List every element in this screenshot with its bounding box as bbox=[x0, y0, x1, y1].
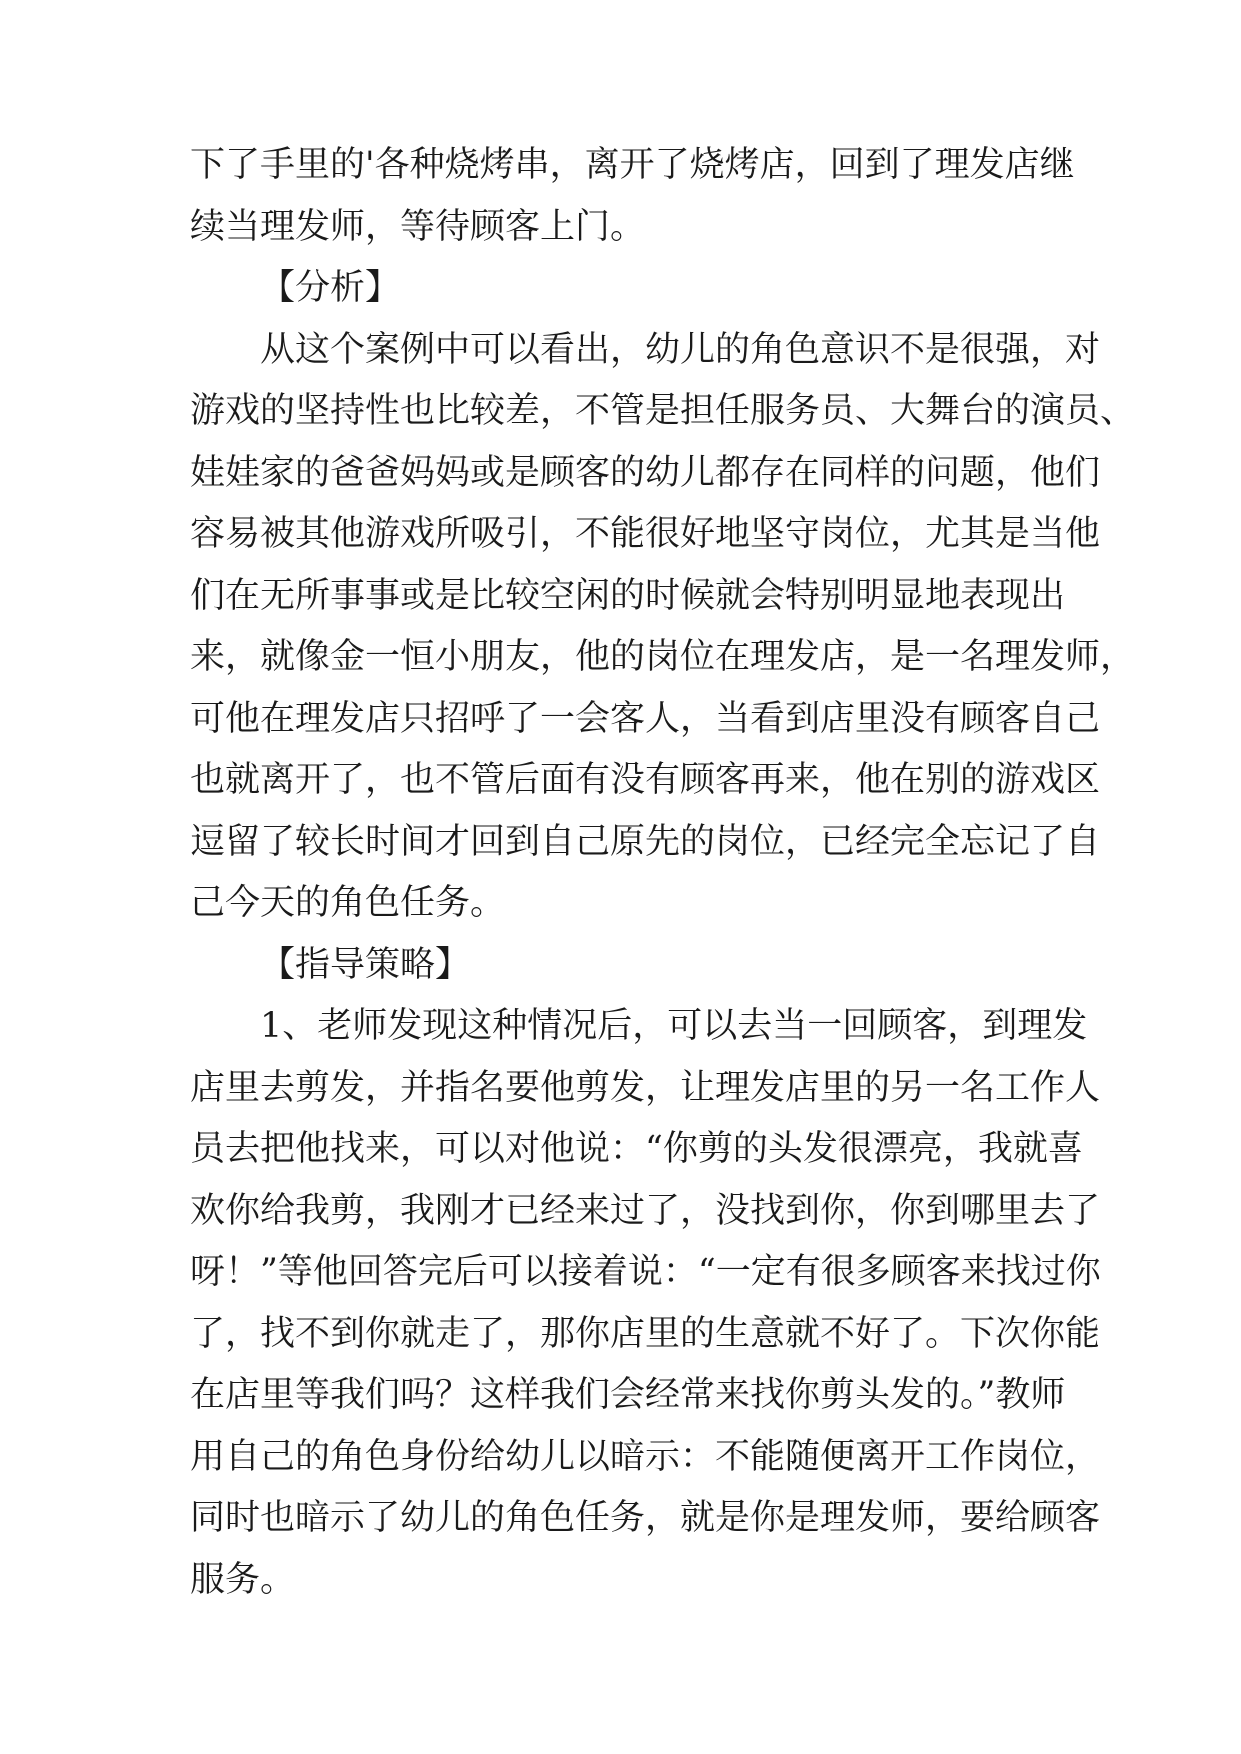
paragraph-line: 了，找不到你就走了，那你店里的生意就不好了。下次你能 bbox=[190, 1313, 1101, 1354]
paragraph-line: 下了手里的'各种烧烤串，离开了烧烤店，回到了理发店继 bbox=[190, 145, 1075, 185]
paragraph-line: 也就离开了，也不管后面有没有顾客再来，他在别的游戏区 bbox=[190, 760, 1101, 800]
section-heading: 【指导策略】 bbox=[260, 944, 471, 985]
paragraph-line: 1、老师发现这种情况后，可以去当一回顾客，到理发 bbox=[260, 1006, 1088, 1046]
paragraph-line: 容易被其他游戏所吸引，不能很好地坚守岗位，尤其是当他 bbox=[190, 514, 1101, 554]
paragraph-line: 用自己的角色身份给幼儿以暗示：不能随便离开工作岗位， bbox=[190, 1436, 1101, 1477]
paragraph-line: 从这个案例中可以看出，幼儿的角色意识不是很强，对 bbox=[260, 329, 1101, 370]
paragraph-line: 己今天的角色任务。 bbox=[190, 883, 506, 923]
paragraph-line: 同时也暗示了幼儿的角色任务，就是你是理发师，要给顾客 bbox=[190, 1498, 1101, 1538]
paragraph-line: 欢你给我剪，我刚才已经来过了，没找到你，你到哪里去了 bbox=[190, 1190, 1101, 1231]
paragraph-line: 呀！”等他回答完后可以接着说：“一定有很多顾客来找过你 bbox=[190, 1252, 1101, 1292]
paragraph-line: 可他在理发店只招呼了一会客人，当看到店里没有顾客自己 bbox=[190, 698, 1101, 739]
section-heading: 【分析】 bbox=[260, 268, 401, 308]
paragraph-line: 在店里等我们吗？这样我们会经常来找你剪头发的。”教师 bbox=[190, 1375, 1066, 1415]
paragraph-line: 逗留了较长时间才回到自己原先的岗位，已经完全忘记了自 bbox=[190, 821, 1101, 862]
paragraph-line: 娃娃家的爸爸妈妈或是顾客的幼儿都存在同样的问题，他们 bbox=[190, 452, 1101, 493]
paragraph-line: 们在无所事事或是比较空闲的时候就会特别明显地表现出 bbox=[190, 575, 1066, 616]
paragraph-line: 续当理发师，等待顾客上门。 bbox=[190, 206, 646, 247]
paragraph-line: 游戏的坚持性也比较差，不管是担任服务员、大舞台的演员、 bbox=[190, 391, 1136, 431]
paragraph-line: 员去把他找来，可以对他说：“你剪的头发很漂亮，我就喜 bbox=[190, 1129, 1083, 1169]
document-body bbox=[190, 135, 1136, 1611]
paragraph-line: 来，就像金一恒小朋友，他的岗位在理发店，是一名理发师， bbox=[190, 637, 1136, 677]
paragraph-line: 服务。 bbox=[190, 1559, 296, 1600]
paragraph-line: 店里去剪发，并指名要他剪发，让理发店里的另一名工作人 bbox=[190, 1067, 1101, 1108]
